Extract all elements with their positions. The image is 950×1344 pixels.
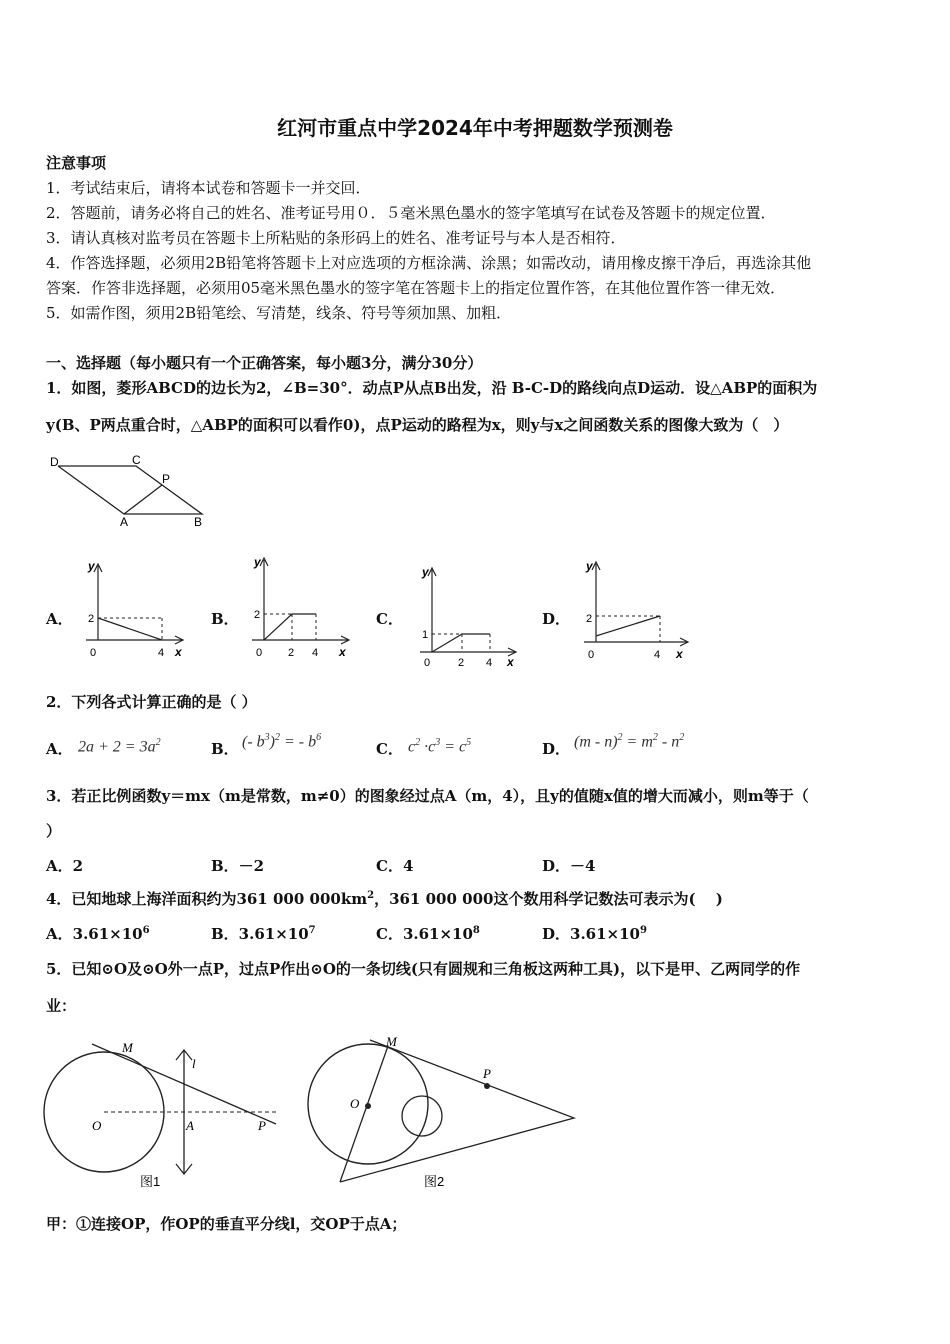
notice-item: 2．答题前，请务必将自己的姓名、准考证号用０．５毫米黑色墨水的签字笔填写在试卷及答题卡的规定位置．: [46, 204, 776, 222]
q5-stem: 5．已知⊙O及⊙O外一点P，过点P作出⊙O的一条切线(只有圆规和三角板这两种工具)，以下是甲、乙两同学的作: [46, 960, 801, 978]
graph-option-c: [410, 562, 522, 672]
q3-stem: ）: [46, 822, 62, 840]
label-c: C: [132, 453, 141, 467]
svg-text:2: 2: [254, 609, 261, 621]
q1-option-a-label: A．: [46, 610, 73, 628]
q3-option-c: C．4: [376, 857, 414, 875]
q4-option-b: B．$3.61\times 10^7$: [211, 925, 316, 943]
q2-option-a-label: A．: [46, 740, 73, 758]
q1-option-c-label: C．: [376, 610, 403, 628]
q3-stem: 3．若正比例函数y＝mx（m是常数，m≠0）的图象经过点A（m，4），且y的值随x值的增大而减小，则m等于（: [46, 787, 809, 805]
svg-text:x: x: [676, 647, 683, 661]
notice-item: 5．如需作图，须用2B铅笔绘、写清楚，线条、符号等须加黑、加粗．: [46, 304, 512, 322]
graph-option-a: [78, 558, 188, 666]
page-title: 红河市重点中学2024年中考押题数学预测卷: [277, 116, 673, 140]
svg-text:y: y: [88, 559, 95, 573]
q2-option-d-expr: $(m - n)^2 = m^2 - n^2$: [574, 732, 685, 751]
svg-text:2: 2: [458, 657, 465, 669]
q3-option-a: A．2: [46, 857, 84, 875]
notice-heading: 注意事项: [46, 154, 107, 172]
graph-option-d: [576, 556, 694, 666]
q3-option-b: B．－2: [211, 857, 265, 875]
svg-text:x: x: [507, 655, 514, 669]
label-b: B: [194, 515, 203, 529]
graph-option-b: [244, 552, 354, 662]
label-a: A: [120, 515, 129, 529]
svg-text:1: 1: [422, 629, 429, 641]
q5-stem: 业：: [46, 997, 77, 1015]
notice-item: 答案．作答非选择题，必须用05毫米黑色墨水的签字笔在答题卡上的指定位置作答，在其他位置作答一律无效．: [46, 279, 786, 297]
svg-text:2: 2: [288, 647, 295, 659]
svg-text:图1: 图1: [140, 1174, 161, 1189]
svg-text:M: M: [386, 1034, 397, 1049]
svg-text:4: 4: [486, 657, 493, 669]
notice-item: 1．考试结束后，请将本试卷和答题卡一并交回．: [46, 179, 371, 197]
q2-option-a-expr: $2a + 2 = 3a^2$: [78, 737, 161, 756]
notice-item: 3．请认真核对监考员在答题卡上所粘贴的条形码上的姓名、准考证号与本人是否相符．: [46, 229, 626, 247]
svg-text:P: P: [258, 1118, 266, 1133]
svg-text:x: x: [175, 645, 182, 659]
q2-stem: 2．下列各式计算正确的是（ ）: [46, 693, 257, 711]
q1-option-b-label: B．: [211, 610, 239, 628]
q4-option-a: A．$3.61\times 10^6$: [46, 925, 150, 943]
svg-text:0: 0: [256, 647, 263, 659]
svg-text:M: M: [122, 1040, 133, 1055]
q2-option-c-label: C．: [376, 740, 403, 758]
q3-option-d: D．－4: [542, 857, 596, 875]
notice-item: 4．作答选择题，必须用2B铅笔将答题卡上对应选项的方框涂满、涂黑；如需改动，请用橡皮擦干净后，再选涂其他: [46, 254, 812, 272]
svg-text:O: O: [350, 1096, 360, 1111]
q1-stem: y(B、P两点重合时，△ABP的面积可以看作0)，点P运动的路程为x，则y与x之间函数关系的图像大致为（ ）: [46, 416, 789, 434]
svg-text:2: 2: [88, 613, 95, 625]
svg-text:O: O: [92, 1118, 102, 1133]
q4-option-d: D．$3.61\times 10^9$: [542, 925, 647, 943]
q2-option-c-expr: $c^2 \cdot c^3 = c^5$: [408, 737, 472, 756]
svg-text:x: x: [339, 645, 346, 659]
q2-option-b-label: B．: [211, 740, 239, 758]
svg-text:y: y: [586, 559, 593, 573]
q1-option-d-label: D．: [542, 610, 571, 628]
tangent-figure-1: [40, 1030, 290, 1190]
svg-text:0: 0: [424, 657, 431, 669]
svg-text:0: 0: [588, 649, 595, 661]
q4-stem: 4．已知地球上海洋面积约为361 000 $000km^2$，361 000 000这个数用科学记数法可表示为( ): [46, 890, 723, 908]
svg-text:4: 4: [158, 647, 165, 659]
q5-jia: 甲：①连接OP，作OP的垂直平分线l，交OP于点A；: [46, 1215, 407, 1233]
q4-option-c: C．$3.61\times 10^8$: [376, 925, 480, 943]
q1-stem: 1．如图，菱形ABCD的边长为2，∠B=30°．动点P从点B出发，沿 B-C-D的路线向点D运动．设△ABP的面积为: [46, 379, 818, 397]
label-d: D: [50, 455, 59, 469]
svg-text:y: y: [254, 555, 261, 569]
q2-option-d-label: D．: [542, 740, 571, 758]
tangent-figure-2: [300, 1030, 585, 1190]
svg-text:A: A: [186, 1118, 194, 1133]
svg-text:4: 4: [312, 647, 319, 659]
section-heading: 一、选择题（每小题只有一个正确答案，每小题3分，满分30分）: [46, 354, 483, 372]
svg-text:0: 0: [90, 647, 97, 659]
svg-text:图2: 图2: [424, 1174, 445, 1189]
label-p: P: [162, 472, 171, 486]
q2-option-b-expr: (- $b^3)^2$ = - $b^6$: [242, 732, 322, 751]
svg-text:2: 2: [586, 613, 593, 625]
svg-text:l: l: [192, 1056, 196, 1071]
svg-text:y: y: [422, 565, 429, 579]
svg-text:P: P: [483, 1066, 491, 1081]
svg-text:4: 4: [654, 649, 661, 661]
rhombus-figure: [46, 452, 216, 532]
